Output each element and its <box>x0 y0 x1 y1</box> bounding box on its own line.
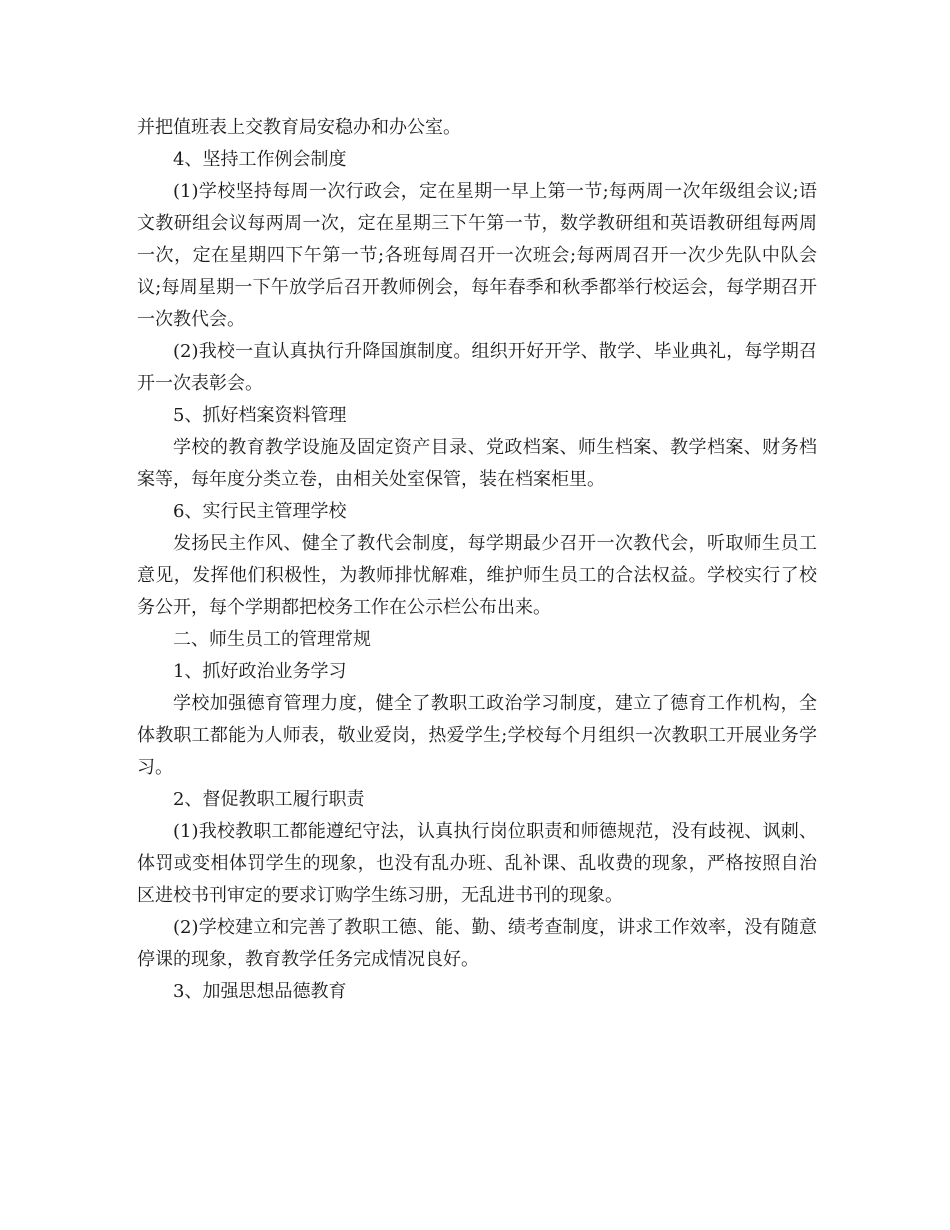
chapter-heading-2: 二、师生员工的管理常规 <box>173 629 371 650</box>
document-body <box>137 112 817 1008</box>
section-heading-6: 6、实行民主管理学校 <box>173 501 347 522</box>
paragraph-political-study: 学校加强德育管理力度，健全了教职工政治学习制度，建立了德育工作机构，全体教职工都能为人师表，敬业爱岗，热爱学生;学校每个月组织一次教职工开展业务学习。 <box>137 693 817 778</box>
section-heading-2-3: 3、加强思想品德教育 <box>173 981 347 1002</box>
paragraph-archives: 学校的教育教学设施及固定资产目录、党政档案、师生档案、教学档案、财务档案等，每年度分类立卷，由相关处室保管，装在档案柜里。 <box>137 437 817 490</box>
paragraph-flag-ceremony-2: (2)我校一直认真执行升降国旗制度。组织开好开学、散学、毕业典礼，每学期召开一次表彰会。 <box>137 341 817 394</box>
paragraph-continuation: 并把值班表上交教育局安稳办和办公室。 <box>137 117 461 138</box>
paragraph-democratic-management: 发扬民主作风、健全了教代会制度，每学期最少召开一次教代会，听取师生员工意见，发挥他们积极性，为教师排忧解难，维护师生员工的合法权益。学校实行了校务公开，每个学期都把校务工作在公示栏公布出来。 <box>137 533 817 618</box>
paragraph-duties-2: (2)学校建立和完善了教职工德、能、勤、绩考查制度，讲求工作效率，没有随意停课的现象，教育教学任务完成情况良好。 <box>137 917 817 970</box>
section-heading-2-2: 2、督促教职工履行职责 <box>173 789 365 810</box>
paragraph-meetings-1: (1)学校坚持每周一次行政会，定在星期一早上第一节;每两周一次年级组会议;语文教研组会议每两周一次，定在星期三下午第一节，数学教研组和英语教研组每两周一次，定在星期四下午第一节;各班每周召开一次班会;每两周召开一次少先队中队会议;每周星期一下午放学后召开教师例会，每年春季和秋季都举行校运会，每学期召开一次教代会。 <box>137 181 817 330</box>
section-heading-4: 4、坚持工作例会制度 <box>173 149 347 170</box>
section-heading-2-1: 1、抓好政治业务学习 <box>173 661 347 682</box>
section-heading-5: 5、抓好档案资料管理 <box>173 405 347 426</box>
paragraph-duties-1: (1)我校教职工都能遵纪守法，认真执行岗位职责和师德规范，没有歧视、讽刺、体罚或变相体罚学生的现象，也没有乱办班、乱补课、乱收费的现象，严格按照自治区进校书刊审定的要求订购学生练习册，无乱进书刊的现象。 <box>137 821 817 906</box>
